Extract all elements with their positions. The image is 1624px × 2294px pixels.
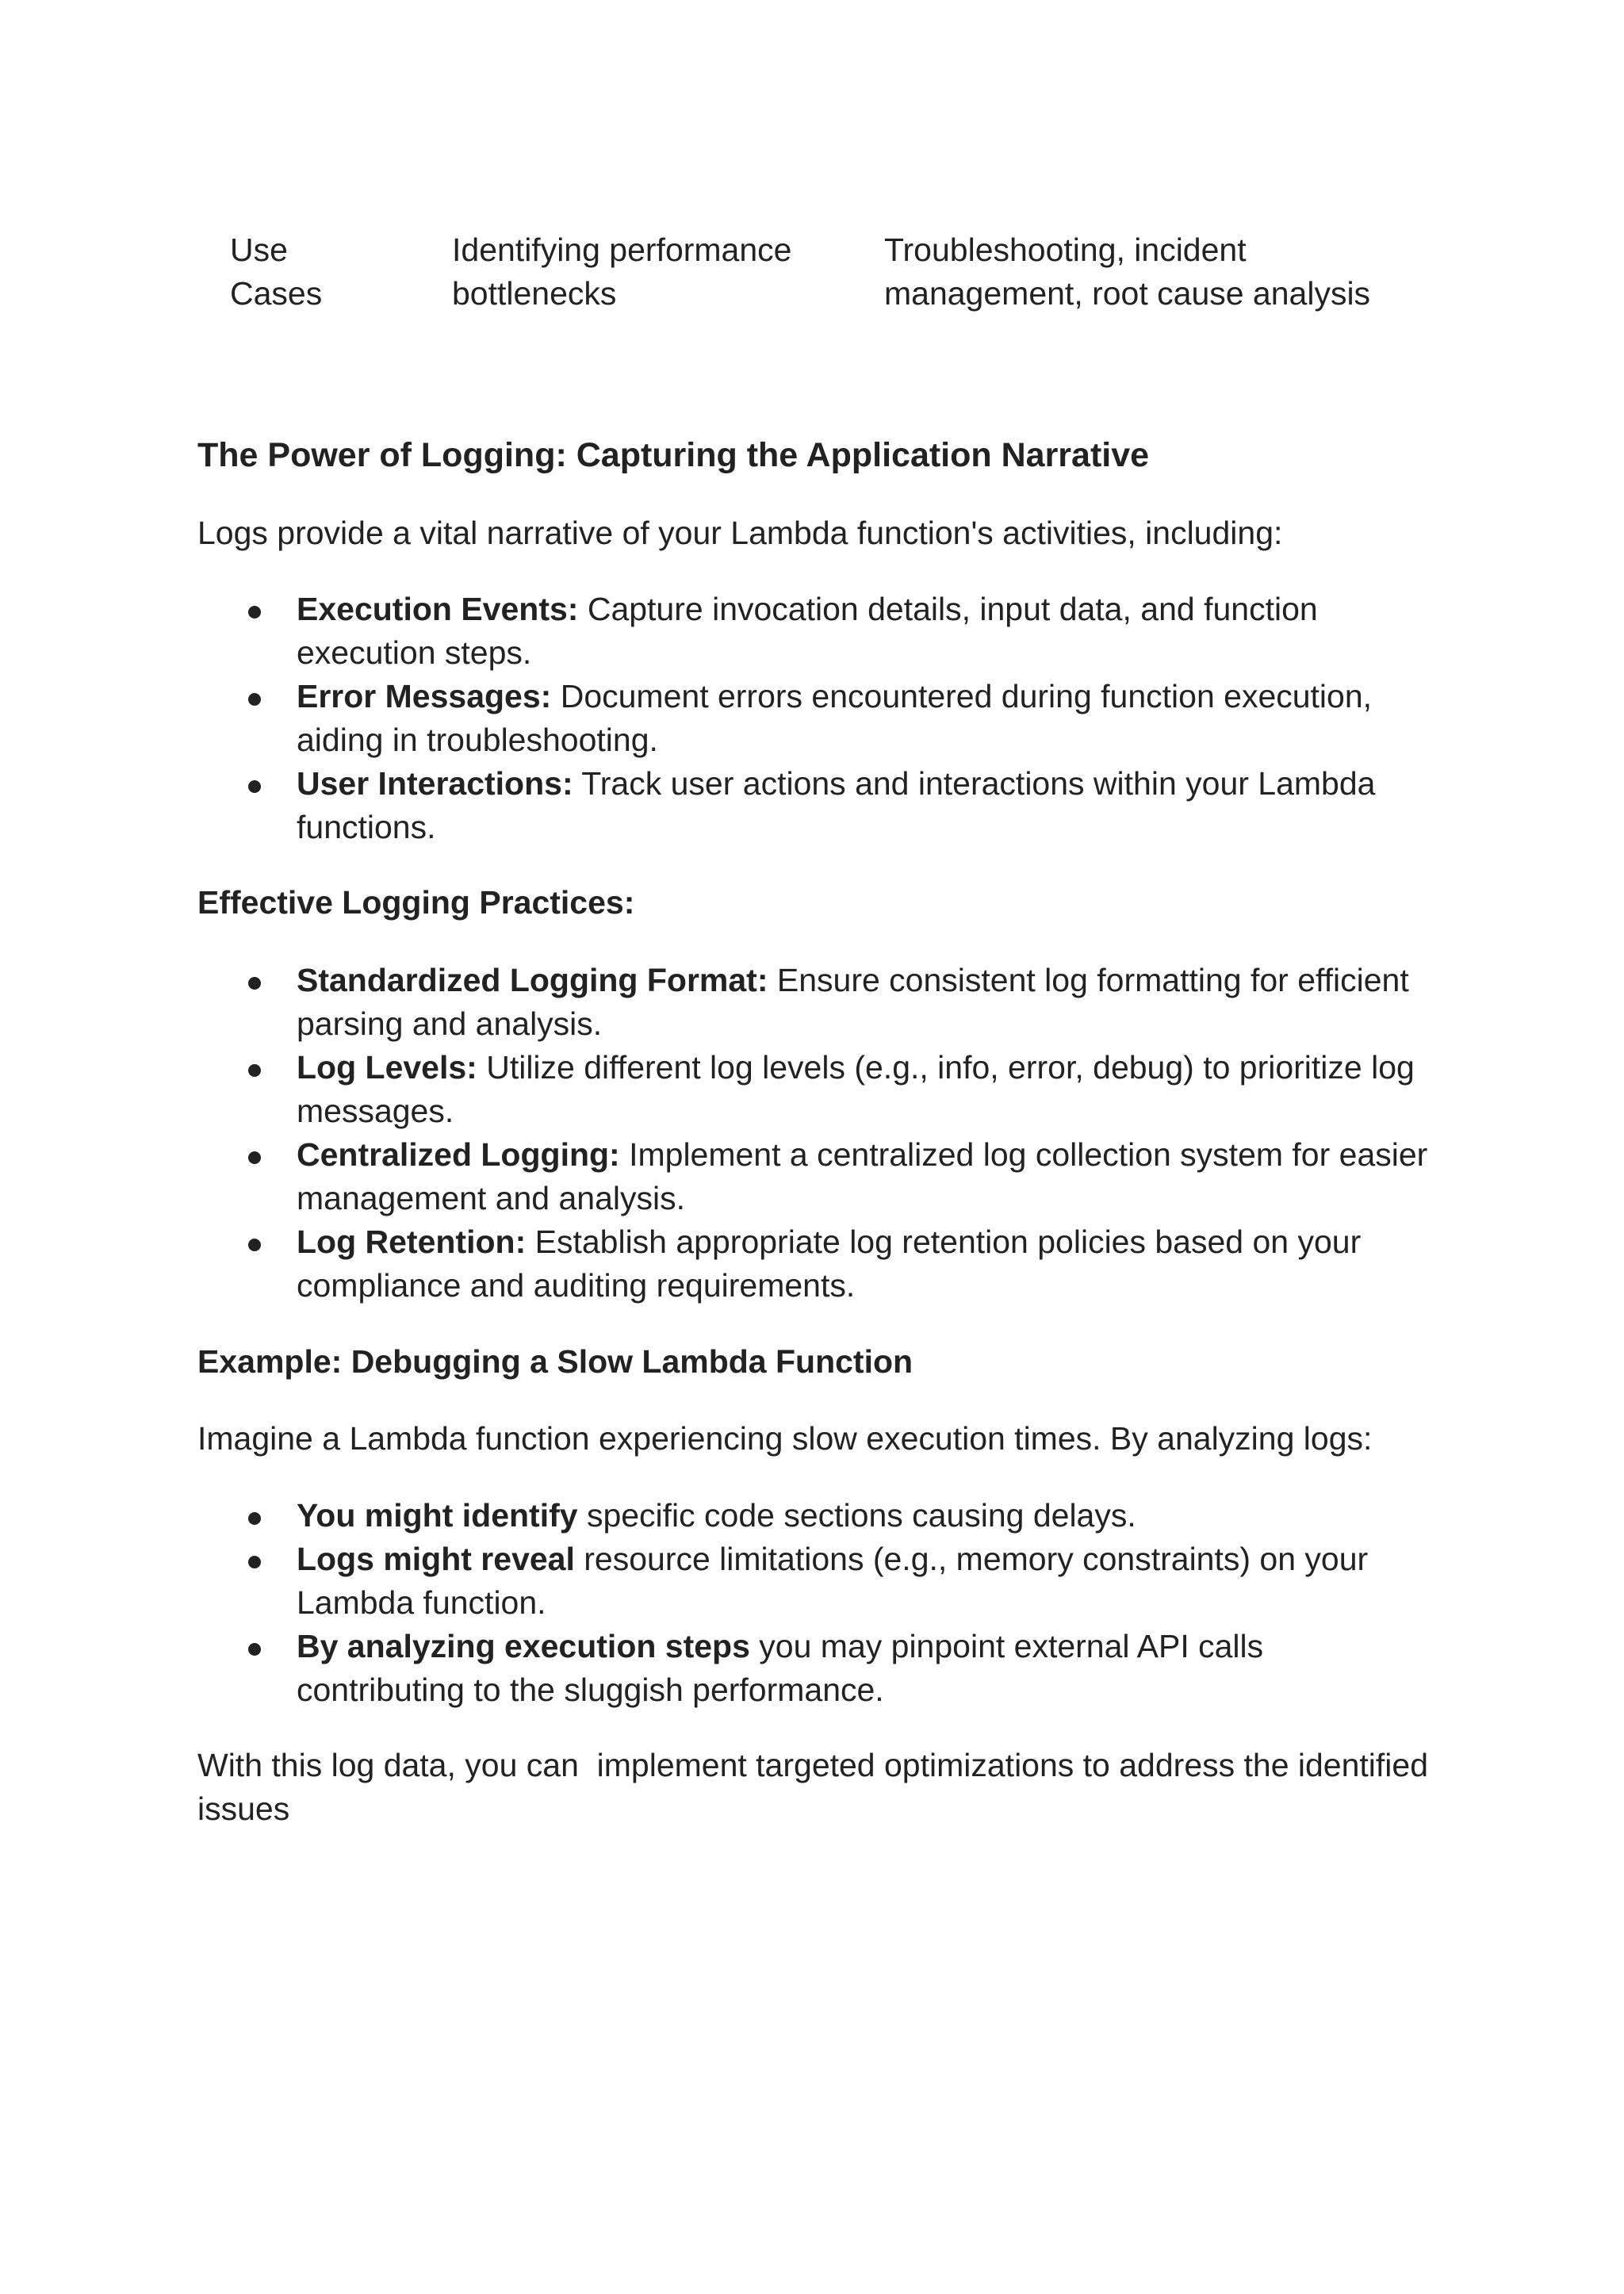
list-item-term: Error Messages:	[297, 678, 552, 714]
list-item-term: By analyzing execution steps	[297, 1628, 750, 1664]
list-item-term: Logs might reveal	[297, 1541, 575, 1577]
bullet-icon	[248, 1512, 261, 1525]
list-item-text: Ensure consistent log formatting for efficient parsing and analysis.	[297, 962, 1409, 1042]
list-item-term: User Interactions:	[297, 765, 573, 802]
list-item	[197, 1625, 1434, 1712]
list-item	[197, 959, 1434, 1046]
list-item	[197, 1538, 1434, 1625]
table-cell-logs-use: Troubleshooting, incident management, root cause analysis	[884, 232, 1371, 312]
section-heading: The Power of Logging: Capturing the Application Narrative	[197, 436, 1150, 474]
list-item	[197, 1133, 1434, 1220]
bullet-icon	[248, 977, 261, 990]
bullet-icon	[248, 1064, 261, 1077]
bullet-icon	[248, 693, 261, 706]
list-item	[197, 675, 1434, 762]
bullet-icon	[248, 780, 261, 793]
list-item-term: Log Retention:	[297, 1224, 527, 1260]
bullet-icon	[248, 1151, 261, 1164]
list-item-text: you may pinpoint external API calls contributing to the sluggish performance.	[297, 1628, 1264, 1708]
list-item-text: resource limitations (e.g., memory constraints) on your Lambda function.	[297, 1541, 1369, 1621]
table-cell-metrics-use: Identifying performance bottlenecks	[452, 232, 792, 312]
list-item-text: Capture invocation details, input data, and function execution steps.	[297, 591, 1318, 671]
list-item	[197, 762, 1434, 849]
section-intro: Logs provide a vital narrative of your Lambda function's activities, including:	[197, 515, 1283, 551]
list-item-text: specific code sections causing delays.	[577, 1497, 1136, 1534]
example-intro: Imagine a Lambda function experiencing slow execution times. By analyzing logs:	[197, 1420, 1373, 1457]
list-item-text: Establish appropriate log retention policies based on your compliance and auditing requirements.	[297, 1224, 1362, 1304]
bullet-icon	[248, 1556, 261, 1568]
example-conclusion: With this log data, you can implement targeted optimizations to address the identified issues	[197, 1747, 1438, 1827]
logging-benefits-list	[197, 588, 1434, 849]
practices-heading: Effective Logging Practices:	[197, 884, 635, 921]
list-item	[197, 1494, 1434, 1538]
list-item-term: Execution Events:	[297, 591, 579, 627]
list-item-term: Centralized Logging:	[297, 1136, 620, 1173]
example-list	[197, 1494, 1434, 1712]
list-item-text: Document errors encountered during function execution, aiding in troubleshooting.	[297, 678, 1373, 758]
list-item-term: Standardized Logging Format:	[297, 962, 768, 998]
bullet-icon	[248, 606, 261, 618]
list-item-text: Implement a centralized log collection system for easier management and analysis.	[297, 1136, 1428, 1216]
table-cell-use-cases: Use Cases	[230, 232, 323, 312]
bullet-icon	[248, 1239, 261, 1251]
list-item	[197, 1220, 1434, 1308]
practices-list	[197, 959, 1434, 1308]
list-item-text: Utilize different log levels (e.g., info, error, debug) to prioritize log messages.	[297, 1049, 1415, 1129]
bullet-icon	[248, 1643, 261, 1656]
list-item-term: Log Levels:	[297, 1049, 477, 1086]
list-item	[197, 588, 1434, 675]
example-heading: Example: Debugging a Slow Lambda Function	[197, 1343, 914, 1380]
list-item	[197, 1046, 1434, 1133]
list-item-text: Track user actions and interactions within your Lambda functions.	[297, 765, 1376, 845]
list-item-term: You might identify	[297, 1497, 578, 1534]
